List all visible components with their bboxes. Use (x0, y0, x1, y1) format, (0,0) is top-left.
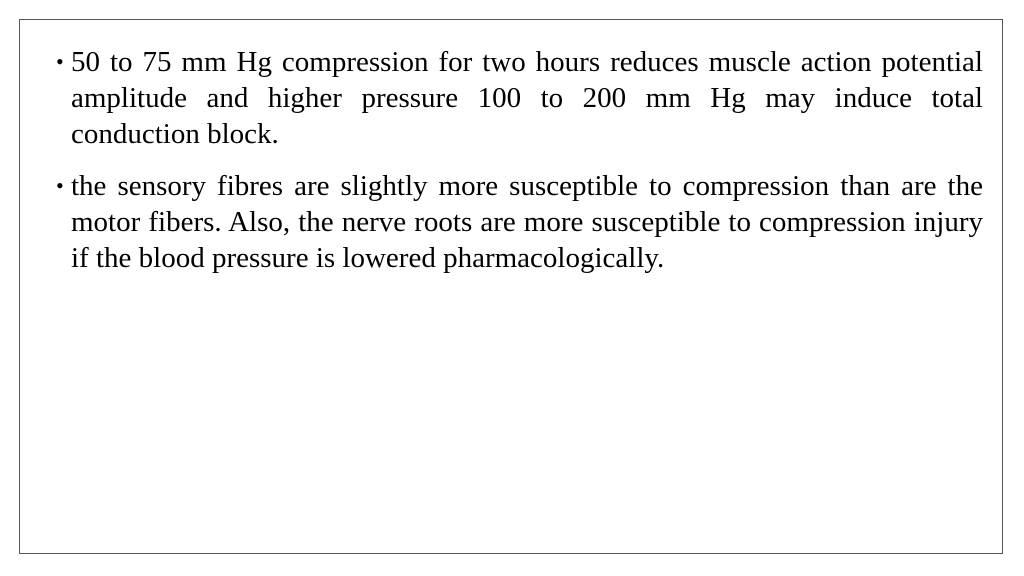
bullet-item-compression-amplitude (56, 44, 983, 152)
bullet-text: 50 to 75 mm Hg compression for two hours reduces muscle action potential amplitude and higher pressure 100 to 200 mm Hg may induce total conduction block. (71, 46, 983, 150)
bullet-list (56, 44, 983, 292)
bullet-marker: • (56, 173, 64, 198)
bullet-item-sensory-fibres (56, 168, 983, 276)
slide-frame (19, 19, 1003, 554)
bullet-marker: • (56, 49, 64, 74)
bullet-text: the sensory fibres are slightly more susceptible to compression than are the motor fibers. Also, the nerve roots are more susceptible to compression injury if the blood pressure is lowered pharmacologically. (71, 170, 983, 274)
